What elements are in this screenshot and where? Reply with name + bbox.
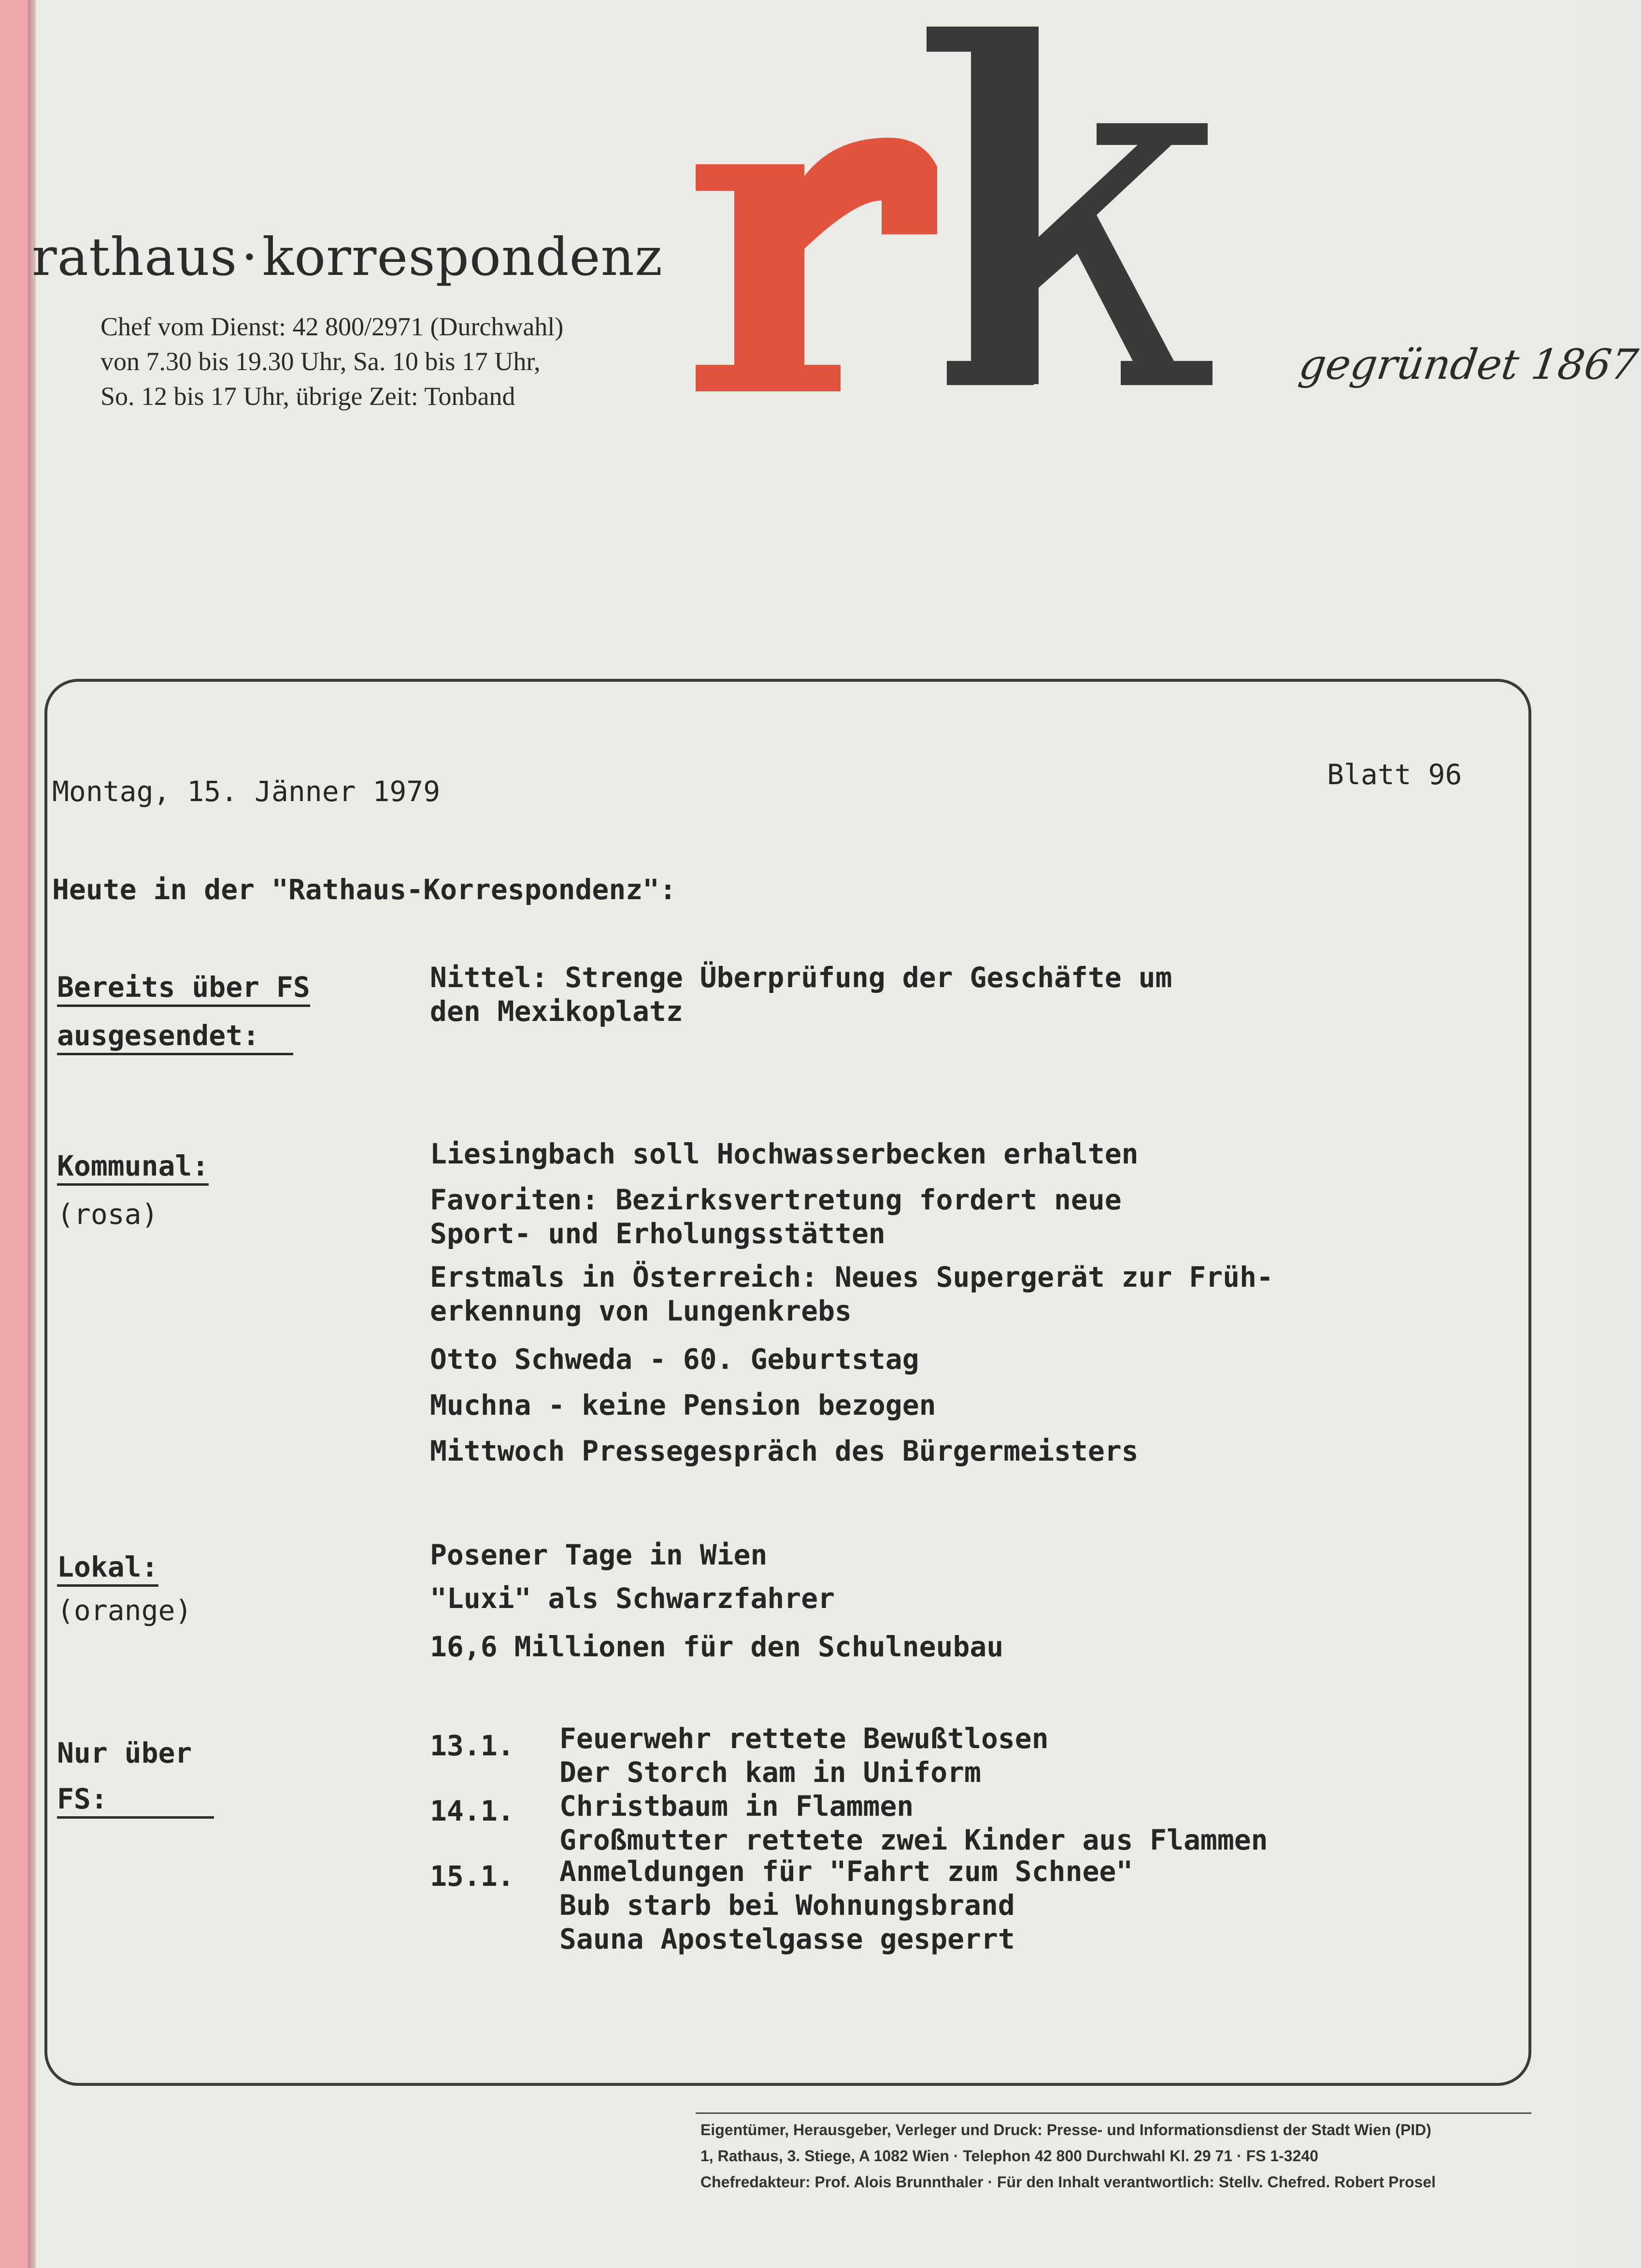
list-item: 16,6 Millionen für den Schulneubau bbox=[430, 1630, 1004, 1663]
footer-publisher: Eigentümer, Herausgeber, Verleger und Druck: Presse- und Informationsdienst der Stadt Wien (PID) bbox=[700, 2121, 1431, 2139]
day-date: 14.1. bbox=[430, 1794, 514, 1827]
founded-signature: gegründet 1867 bbox=[1296, 341, 1641, 389]
list-item: Posener Tage in Wien bbox=[430, 1538, 768, 1571]
section-label-kommunal: Kommunal: bbox=[57, 1150, 209, 1182]
intro-heading: Heute in der "Rathaus-Korrespondenz": bbox=[52, 873, 677, 906]
masthead-right: korrespondenz bbox=[262, 227, 663, 287]
contact-info bbox=[100, 309, 563, 414]
sheet-number: Blatt 96 bbox=[1327, 758, 1462, 791]
list-item: erkennung von Lungenkrebs bbox=[430, 1294, 852, 1327]
list-item: Nittel: Strenge Überprüfung der Geschäfte um bbox=[430, 961, 1172, 994]
issue-date: Montag, 15. Jänner 1979 bbox=[52, 775, 441, 808]
footer-address: 1, Rathaus, 3. Stiege, A 1082 Wien · Telephon 42 800 Durchwahl Kl. 29 71 · FS 1-3240 bbox=[700, 2147, 1318, 2165]
list-item: Favoriten: Bezirksvertretung fordert neue bbox=[430, 1183, 1122, 1216]
list-item: Christbaum in Flammen bbox=[559, 1790, 914, 1823]
section-label-lokal: Lokal: bbox=[57, 1551, 158, 1583]
masthead-left: rathaus bbox=[32, 227, 238, 287]
section-sub-kommunal: (rosa) bbox=[57, 1198, 158, 1231]
section-label-fs-2: ausgesendet: bbox=[57, 1019, 293, 1051]
day-date: 15.1. bbox=[430, 1860, 514, 1893]
rk-logo bbox=[696, 27, 1275, 394]
list-item: Anmeldungen für "Fahrt zum Schnee" bbox=[559, 1855, 1133, 1888]
list-item: Sport- und Erholungsstätten bbox=[430, 1217, 885, 1250]
footer-divider bbox=[696, 2112, 1531, 2114]
masthead-title bbox=[32, 227, 663, 287]
list-item: Der Storch kam in Uniform bbox=[559, 1756, 981, 1789]
list-item: Liesingbach soll Hochwasserbecken erhalten bbox=[430, 1137, 1139, 1170]
footer-editor: Chefredakteur: Prof. Alois Brunnthaler · Für den Inhalt verantwortlich: Stellv. Chefred. Robert Prosel bbox=[700, 2173, 1436, 2191]
section-label-nur-fs-2: FS: bbox=[57, 1783, 214, 1815]
section-label-nur-fs: Nur über bbox=[57, 1737, 192, 1769]
day-date: 13.1. bbox=[430, 1729, 514, 1762]
contact-line: Chef vom Dienst: 42 800/2971 (Durchwahl) bbox=[100, 312, 564, 341]
binding-edge bbox=[0, 0, 32, 2268]
section-label-fs: Bereits über FS bbox=[57, 971, 310, 1003]
list-item: "Luxi" als Schwarzfahrer bbox=[430, 1582, 835, 1615]
masthead-dot: · bbox=[241, 227, 258, 287]
list-item: Großmutter rettete zwei Kinder aus Flammen bbox=[559, 1823, 1268, 1856]
logo-letter-r bbox=[696, 138, 937, 391]
list-item: Bub starb bei Wohnungsbrand bbox=[559, 1889, 1015, 1922]
list-item: Muchna - keine Pension bezogen bbox=[430, 1389, 936, 1421]
contact-line: So. 12 bis 17 Uhr, übrige Zeit: Tonband bbox=[100, 382, 515, 411]
list-item: Mittwoch Pressegespräch des Bürgermeisters bbox=[430, 1435, 1139, 1467]
logo-letter-k bbox=[927, 27, 1213, 385]
contact-line: von 7.30 bis 19.30 Uhr, Sa. 10 bis 17 Uhr, bbox=[100, 347, 541, 376]
list-item: den Mexikoplatz bbox=[430, 995, 683, 1028]
list-item: Sauna Apostelgasse gesperrt bbox=[559, 1923, 1015, 1955]
list-item: Otto Schweda - 60. Geburtstag bbox=[430, 1343, 919, 1376]
list-item: Feuerwehr rettete Bewußtlosen bbox=[559, 1722, 1049, 1755]
list-item: Erstmals in Österreich: Neues Supergerät zur Früh- bbox=[430, 1261, 1273, 1293]
section-sub-lokal: (orange) bbox=[57, 1594, 192, 1627]
